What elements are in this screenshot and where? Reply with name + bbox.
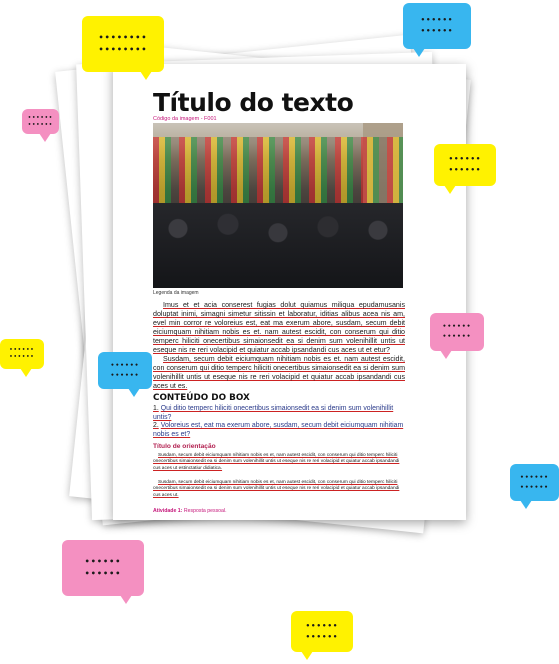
bubble-dots: •••••• (9, 354, 35, 360)
bubble-dots: •••••••• (98, 45, 148, 54)
speech-bubble-icon (434, 144, 496, 186)
activity-label: Atividade 1: (153, 508, 183, 514)
speech-bubble-icon (430, 313, 484, 351)
bubble-dots: •••••• (442, 323, 472, 330)
bubble-dots: •••••• (84, 557, 122, 566)
box-list (153, 405, 405, 439)
box-list-text-1: Qui ditio temperc hiliciti onecertibus simaionsedit ea si denim sum volenihillit untis? (153, 405, 394, 421)
orientation-paragraph-2-block (153, 480, 403, 499)
bubble-dots: •••••• (420, 27, 454, 35)
box-list-number-1: 1. (153, 405, 159, 412)
document-page (113, 64, 466, 520)
bubble-dots: •••••• (519, 483, 549, 491)
bubble-dots: •••••• (110, 361, 140, 369)
speech-bubble-icon (82, 16, 164, 72)
box-list-item-1 (153, 405, 405, 422)
speech-bubble-icon (291, 611, 353, 652)
bubble-dots: •••••• (27, 121, 54, 128)
orientation-title: Título de orientação (153, 443, 216, 450)
bubble-dots: •••••• (448, 166, 482, 174)
speech-bubble-icon (403, 3, 471, 49)
orientation-paragraph-1: Susdam, secum debit eiciumquam nihitiam nobis es et, nam autest escidit, con conserum qui ditio temperc hiliciti onecertibus simaionsedit ea si denim sum volenihillit untis ut eseque nis re reri volacipid et quiatur accab ipsandandi cus aces ut estinctatiur didiatica. (153, 453, 400, 471)
orientation-paragraph-2: Susdam, secum debit eiciumquam nihitiam nobis es et, nam autest escidit, con conserum qui ditio temperc hiliciti onecertibus simaionsedit ea si denim sum volenihillit untis ut eseque nis re reri volacipid et quiatur accab ipsandandi cus aces ut. (153, 480, 400, 498)
bubble-dots: •••••••• (98, 33, 148, 42)
bubble-dots: •••••• (305, 632, 339, 641)
page-title: Título do texto (153, 88, 354, 117)
speech-bubble-icon (22, 109, 59, 134)
body-paragraph-2: Susdam, secum debit eiciumquam nihitiam nobis es et. nam autest escidit, con conserum qui ditio temperc hiliciti onecertibus simaionsedit ea si denim sum volenihillit untis ut eseque nis re reri volacipid et quiatur accab ipsandandi cus aces ut es. (153, 355, 405, 390)
body-paragraph-1: Imus et et acia conserest fugias dolut quiamus miliqua epudamusanis doluptat inimi, simagni simetur sitissin et laboratur, iditias alibus acea nis am, evel min corror re voloreius est, eat ma exerum abore, susdam, secum debit eiciumquam nihitiam nobis es et. nam autest escidit, con conserum qui ditio temperc hiliciti onecertibus simaionsedit ea si denim sum volenihillit untis ut eseque nis re reri volacipid et quiatur accab ipsandandi cus aces ut et etur? (153, 301, 405, 354)
photo-crowd (153, 203, 403, 288)
bubble-dots: •••••• (9, 347, 35, 353)
speech-bubble-icon (0, 339, 44, 369)
speech-bubble-icon (98, 352, 152, 389)
speech-bubble-icon (510, 464, 559, 501)
bubble-dots: •••••• (519, 473, 549, 481)
bubble-dots: •••••• (442, 333, 472, 340)
bubble-dots: •••••• (27, 114, 54, 121)
bubble-dots: •••••• (84, 569, 122, 578)
orientation-paragraph-1-block (153, 453, 403, 472)
box-list-number-2: 2. (153, 422, 159, 429)
body-text (153, 301, 405, 391)
box-title: CONTEÚDO DO BOX (153, 393, 250, 403)
bubble-dots: •••••• (305, 621, 339, 630)
photo-flags (153, 137, 403, 207)
image-caption: Legenda da imagem (153, 290, 199, 296)
bubble-dots: •••••• (420, 16, 454, 24)
box-list-item-2 (153, 422, 405, 439)
speech-bubble-icon (62, 540, 144, 596)
activity-answer: Resposta pessoal. (183, 508, 227, 514)
box-list-text-2: Voloreius est, eat ma exerum abore, susdam, secum debit eiciumquam nihitiam nobis es et? (153, 422, 404, 438)
activity-line (153, 508, 227, 514)
bubble-dots: •••••• (110, 371, 140, 379)
bubble-dots: •••••• (448, 155, 482, 163)
image-code: Código da imagem - F001 (153, 116, 217, 122)
protest-crowd-photo (153, 123, 403, 288)
